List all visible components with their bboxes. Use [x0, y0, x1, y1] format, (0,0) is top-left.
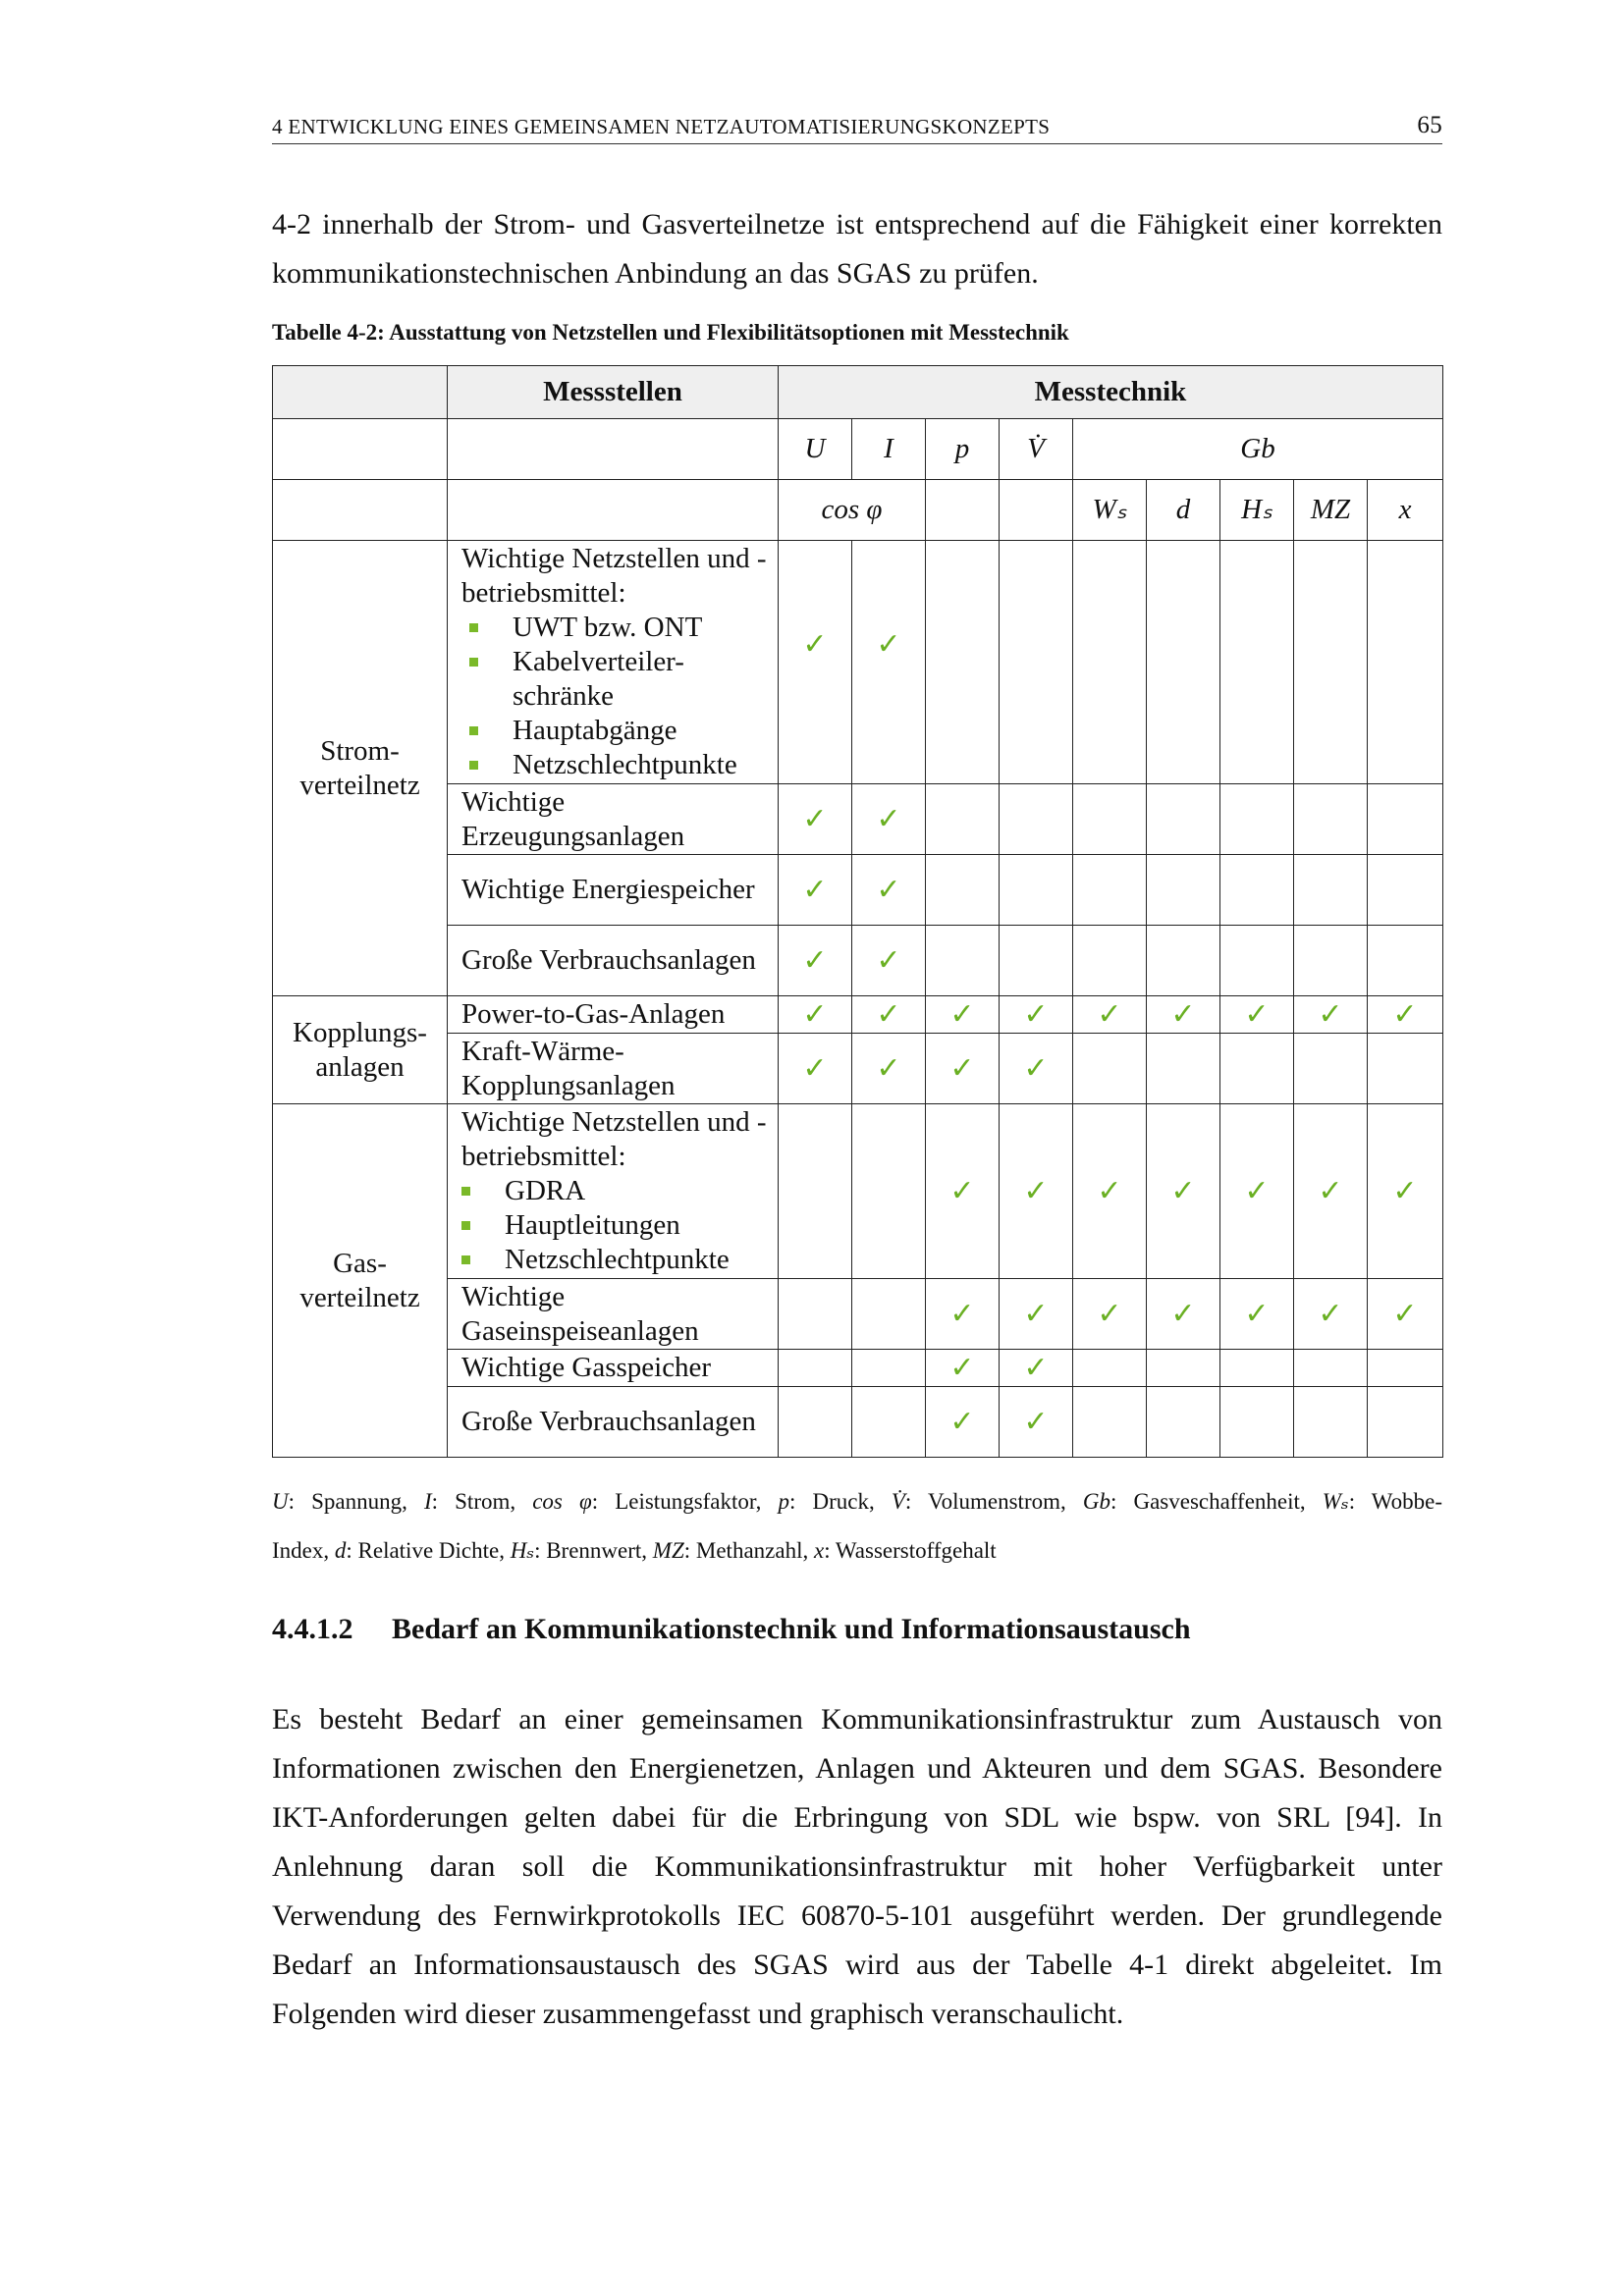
row-kwk: Kraft-Wärme- Kopplungsanlagen: [448, 1034, 779, 1104]
list-item: [461, 611, 778, 645]
legend-text: : Volumenstrom,: [904, 1489, 1083, 1514]
table-row: [273, 996, 1443, 1034]
body-line: Bedarf an Informationsaustausch des SGAS wird aus der Tabelle 4-1 direkt abgeleitet. Im: [272, 1949, 1442, 1981]
list-item-text: Hauptleitungen: [505, 1209, 680, 1241]
row-gas-einspeise: Wichtige Gaseinspeiseanlagen: [448, 1279, 779, 1350]
head-messtechnik: Messtechnik: [779, 366, 1443, 419]
legend-line: [272, 1477, 1442, 1526]
empty-cell: [448, 419, 779, 480]
section-heading: [272, 1613, 1191, 1646]
check-icon: ✓: [1000, 1387, 1073, 1458]
square-bullet-icon: [461, 1255, 470, 1264]
legend-symbol: Wₛ: [1322, 1489, 1349, 1514]
check-icon: ✓: [852, 784, 926, 855]
empty-cell: [926, 480, 1000, 541]
table-row: [273, 1350, 1443, 1387]
row-gas-speicher: Wichtige Gasspeicher: [448, 1350, 779, 1387]
check-icon: ✓: [1368, 1104, 1443, 1279]
legend-text: : Wobbe-: [1348, 1489, 1442, 1514]
section-number: 4.4.1.2: [272, 1613, 353, 1645]
sym-Ws: Wₛ: [1073, 480, 1147, 541]
list-item-text: GDRA: [505, 1175, 586, 1206]
legend-text: : Gasveschaffenheit,: [1110, 1489, 1323, 1514]
table-row: [273, 541, 1443, 784]
body-paragraph: [272, 1695, 1442, 2039]
check-icon: ✓: [779, 855, 852, 926]
check-icon: ✓: [1147, 996, 1220, 1034]
list-item-text: Netzschlechtpunkte: [513, 749, 737, 780]
body-line: Anlehnung daran soll die Kommunikationsinfrastruktur mit hoher Verfügbarkeit unter: [272, 1850, 1442, 1883]
check-icon: ✓: [926, 1387, 1000, 1458]
table-legend: [272, 1477, 1442, 1575]
body-line: Informationen zwischen den Energienetzen, Anlagen und Akteuren und dem SGAS. Besondere: [272, 1752, 1442, 1785]
legend-symbol: U: [272, 1489, 289, 1514]
check-icon: ✓: [779, 784, 852, 855]
check-icon: ✓: [1220, 1104, 1294, 1279]
row-strom-netzstellen: [448, 541, 779, 784]
list-item-text: Kabelverteiler- schränke: [513, 646, 684, 712]
sym-cos-phi: cos φ: [779, 480, 926, 541]
intro-line: kommunikationstechnischen Anbindung an das SGAS zu prüfen.: [272, 257, 1039, 290]
page-header: [272, 110, 1442, 144]
page-number: 65: [1417, 112, 1442, 138]
bullet-list: [461, 611, 778, 782]
empty-cell: [448, 480, 779, 541]
check-icon: ✓: [1220, 1279, 1294, 1350]
legend-text: : Wasserstoffgehalt: [824, 1538, 997, 1563]
check-icon: ✓: [1000, 1279, 1073, 1350]
head-messstellen: Messstellen: [448, 366, 779, 419]
check-icon: ✓: [852, 926, 926, 996]
check-icon: ✓: [852, 855, 926, 926]
check-icon: ✓: [1073, 1104, 1147, 1279]
legend-text: Index,: [272, 1538, 335, 1563]
sym-d: d: [1147, 480, 1220, 541]
bullet-list: [461, 1174, 778, 1277]
check-icon: ✓: [926, 1104, 1000, 1279]
legend-symbol: Hₛ: [510, 1538, 535, 1563]
check-icon: ✓: [1073, 1279, 1147, 1350]
empty-cell: [1000, 480, 1073, 541]
legend-symbol: MZ: [652, 1538, 684, 1563]
check-icon: ✓: [1073, 996, 1147, 1034]
check-icon: ✓: [852, 996, 926, 1034]
table-header-row: [273, 366, 1443, 419]
intro-paragraph: [272, 200, 1442, 298]
legend-text: : Relative Dichte,: [346, 1538, 511, 1563]
list-item: [461, 1243, 778, 1277]
legend-line: [272, 1526, 1442, 1575]
table-row: [273, 926, 1443, 996]
check-icon: ✓: [779, 926, 852, 996]
legend-symbol: I: [423, 1489, 432, 1514]
row-strom-verbrauch: Große Verbrauchsanlagen: [448, 926, 779, 996]
sym-x: x: [1368, 480, 1443, 541]
list-item-text: UWT bzw. ONT: [513, 612, 703, 643]
list-item-text: Netzschlechtpunkte: [505, 1244, 730, 1275]
square-bullet-icon: [469, 726, 478, 735]
body-line: IKT-Anforderungen gelten dabei für die Erbringung von SDL wie bspw. von SRL [94]. In: [272, 1801, 1442, 1834]
check-icon: ✓: [926, 1279, 1000, 1350]
corner-cell: [273, 366, 448, 419]
legend-symbol: V̇: [891, 1489, 905, 1514]
body-line: Es besteht Bedarf an einer gemeinsamen Kommunikationsinfrastruktur zum Austausch von: [272, 1703, 1442, 1735]
body-line: Verwendung des Fernwirkprotokolls IEC 60870-5-101 ausgeführt werden. Der grundlegende: [272, 1899, 1442, 1932]
square-bullet-icon: [461, 1187, 470, 1196]
check-icon: ✓: [1294, 1104, 1368, 1279]
check-icon: ✓: [852, 541, 926, 784]
legend-symbol: p: [778, 1489, 789, 1514]
check-icon: ✓: [1147, 1279, 1220, 1350]
sym-Hs: Hₛ: [1220, 480, 1294, 541]
square-bullet-icon: [461, 1221, 470, 1230]
row-gas-verbrauch: Große Verbrauchsanlagen: [448, 1387, 779, 1458]
legend-symbol: Gb: [1082, 1489, 1110, 1514]
square-bullet-icon: [469, 761, 478, 770]
legend-text: : Methanzahl,: [683, 1538, 814, 1563]
measurement-table: [272, 365, 1443, 1458]
list-item: [461, 1208, 778, 1243]
row-strom-speicher: Wichtige Energiespeicher: [448, 855, 779, 926]
body-line: Folgenden wird dieser zusammengefasst und graphisch veranschaulicht.: [272, 1998, 1124, 2030]
check-icon: ✓: [779, 1034, 852, 1104]
list-item-text: Hauptabgänge: [513, 715, 677, 746]
row-gas-netzstellen: [448, 1104, 779, 1279]
chapter-title: 4 ENTWICKLUNG EINES GEMEINSAMEN NETZAUTOMATISIERUNGSKONZEPTS: [272, 115, 1051, 138]
sym-V: V̇: [1000, 419, 1073, 480]
sym-p: p: [926, 419, 1000, 480]
empty-cell: [273, 480, 448, 541]
legend-text: : Brennwert,: [534, 1538, 653, 1563]
legend-symbol: cos φ: [532, 1489, 592, 1514]
check-icon: ✓: [1294, 1279, 1368, 1350]
group-kopplung: Kopplungs- anlagen: [273, 996, 448, 1104]
square-bullet-icon: [469, 658, 478, 667]
check-icon: ✓: [1294, 996, 1368, 1034]
legend-symbol: d: [334, 1538, 347, 1563]
check-icon: ✓: [1000, 996, 1073, 1034]
row-ptg: Power-to-Gas-Anlagen: [448, 996, 779, 1034]
square-bullet-icon: [469, 623, 478, 632]
check-icon: ✓: [1147, 1104, 1220, 1279]
legend-text: : Leistungsfaktor,: [591, 1489, 779, 1514]
list-item: [461, 645, 778, 714]
group-gas: Gas- verteilnetz: [273, 1104, 448, 1458]
symbol-row-1: [273, 419, 1443, 480]
sym-I: I: [852, 419, 926, 480]
check-icon: ✓: [1368, 1279, 1443, 1350]
table-row: [273, 1034, 1443, 1104]
check-icon: ✓: [1000, 1104, 1073, 1279]
section-title: Bedarf an Kommunikationstechnik und Informationsaustausch: [392, 1613, 1191, 1645]
check-icon: ✓: [926, 1034, 1000, 1104]
list-item: [461, 1174, 778, 1208]
legend-text: : Strom,: [431, 1489, 533, 1514]
symbol-row-2: [273, 480, 1443, 541]
check-icon: ✓: [1000, 1034, 1073, 1104]
table-row: [273, 855, 1443, 926]
intro-line: 4-2 innerhalb der Strom- und Gasverteilnetze ist entsprechend auf die Fähigkeit einer korrekten: [272, 208, 1442, 240]
check-icon: ✓: [926, 1350, 1000, 1387]
check-icon: ✓: [779, 996, 852, 1034]
check-icon: ✓: [1368, 996, 1443, 1034]
row-strom-erzeugung: Wichtige Erzeugungsanlagen: [448, 784, 779, 855]
check-icon: ✓: [852, 1034, 926, 1104]
table-row: [273, 1104, 1443, 1279]
table-row: [273, 1279, 1443, 1350]
group-strom: Strom- verteilnetz: [273, 541, 448, 996]
check-icon: ✓: [926, 996, 1000, 1034]
row-title: Wichtige Netzstellen und -betriebsmittel:: [461, 1106, 767, 1172]
legend-text: : Spannung,: [288, 1489, 424, 1514]
legend-text: : Druck,: [789, 1489, 892, 1514]
table-row: [273, 784, 1443, 855]
check-icon: ✓: [1000, 1350, 1073, 1387]
check-icon: ✓: [779, 541, 852, 784]
check-icon: ✓: [1220, 996, 1294, 1034]
sym-U: U: [779, 419, 852, 480]
table-caption: Tabelle 4-2: Ausstattung von Netzstellen und Flexibilitätsoptionen mit Messtechnik: [272, 320, 1069, 345]
sym-MZ: MZ: [1294, 480, 1368, 541]
table-row: [273, 1387, 1443, 1458]
legend-symbol: x: [813, 1538, 825, 1563]
list-item: [461, 748, 778, 782]
empty-cell: [273, 419, 448, 480]
sym-Gb: Gb: [1073, 419, 1443, 480]
row-title: Wichtige Netzstellen und -betriebsmittel:: [461, 543, 767, 609]
list-item: [461, 714, 778, 748]
